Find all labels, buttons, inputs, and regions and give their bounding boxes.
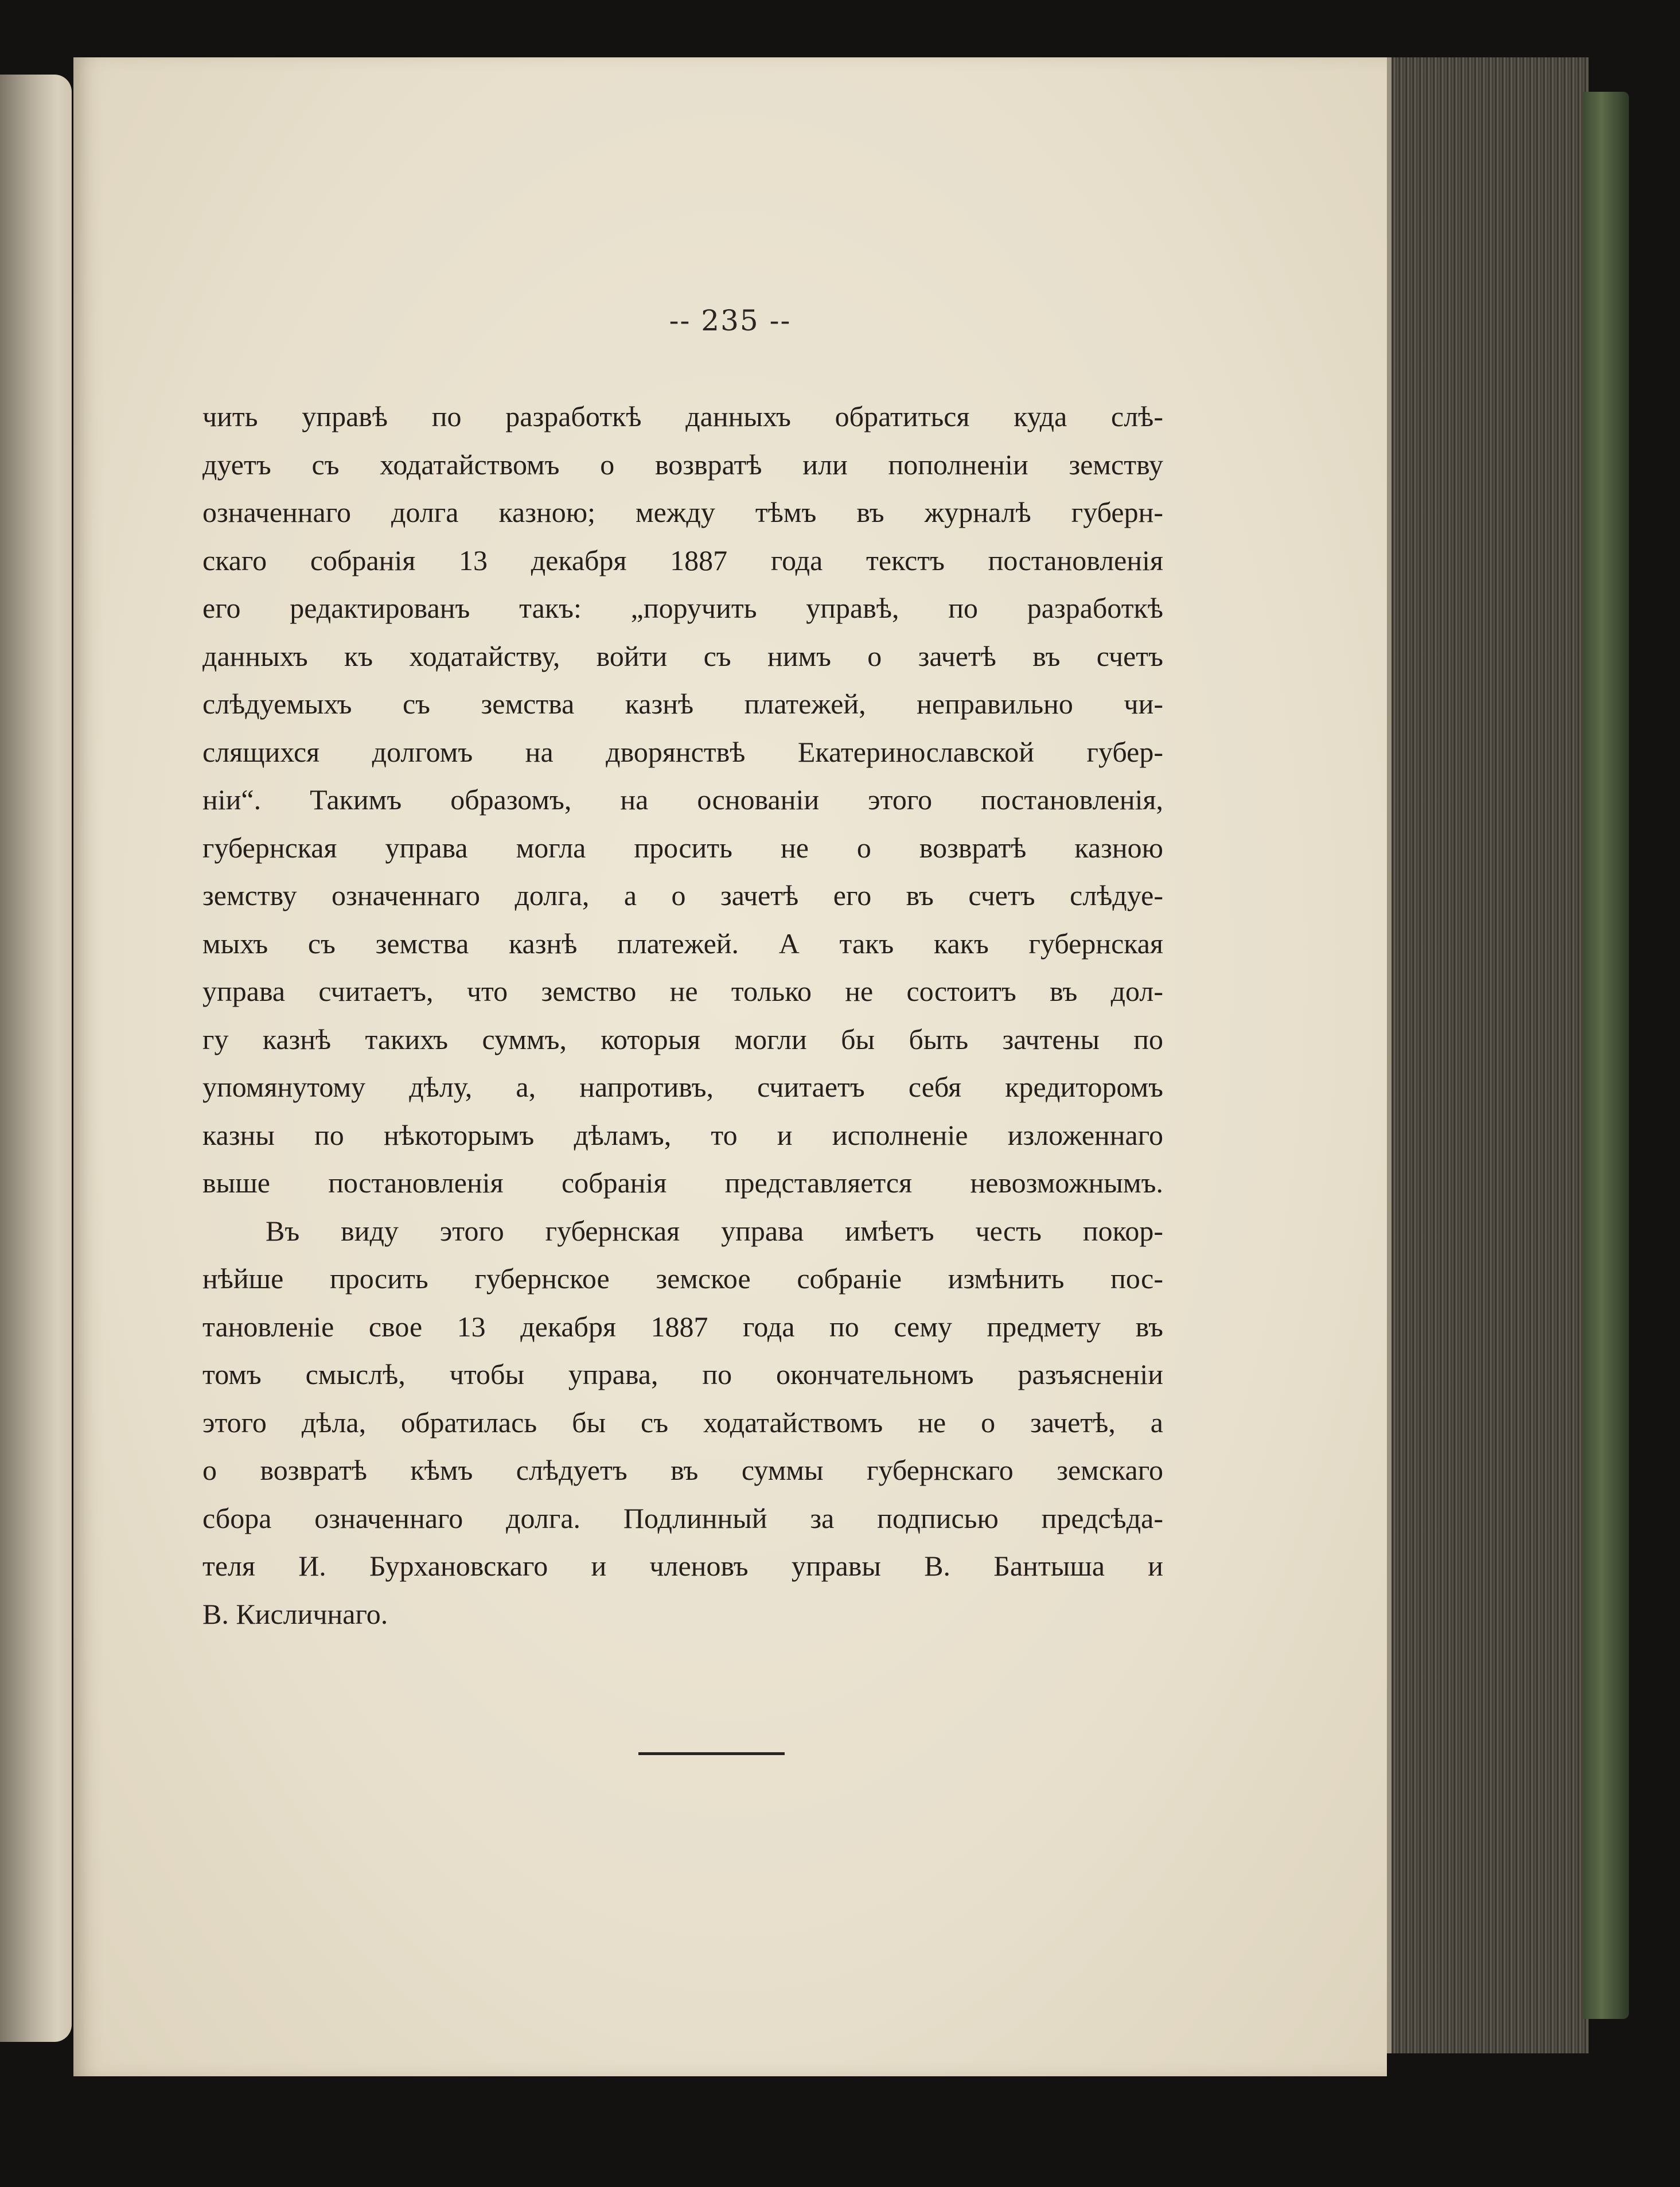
text-line: губернская управа могла просить не о возвратѣ казною — [202, 831, 1163, 864]
text-line: томъ смыслѣ, чтобы управа, по окончательномъ разъясненіи — [202, 1358, 1163, 1390]
text-line: тановленіе свое 13 декабря 1887 года по сему предмету въ — [202, 1310, 1163, 1343]
text-line: мыхъ съ земства казнѣ платежей. А такъ какъ губернская — [202, 927, 1163, 960]
text-line: его редактированъ такъ: „поручить управѣ, по разработкѣ — [202, 592, 1163, 624]
text-line: Въ виду этого губернская управа имѣетъ честь покор- — [266, 1214, 1163, 1247]
text-line: слѣдуемыхъ съ земства казнѣ платежей, неправильно чи- — [202, 688, 1163, 720]
text-line: слящихся долгомъ на дворянствѣ Екатеринославской губер- — [202, 735, 1163, 768]
previous-page-edge — [0, 75, 72, 2042]
text-line: этого дѣла, обратилась бы съ ходатайствомъ не о зачетѣ, а — [202, 1406, 1163, 1438]
page-block-edge — [1387, 57, 1391, 2053]
page-block — [1382, 57, 1589, 2053]
body-text — [202, 393, 1163, 1638]
text-line: упомянутому дѣлу, а, напротивъ, считаетъ себя кредиторомъ — [202, 1071, 1163, 1103]
text-line: управа считаетъ, что земство не только не состоитъ въ дол- — [202, 975, 1163, 1007]
text-line: казны по нѣкоторымъ дѣламъ, то и исполненіе изложеннаго — [202, 1118, 1163, 1151]
text-line: земству означеннаго долга, а о зачетѣ его въ счетъ слѣдуе- — [202, 879, 1163, 911]
text-line: выше постановленія собранія представляется невозможнымъ. — [202, 1167, 1163, 1199]
text-line: чить управѣ по разработкѣ данныхъ обратиться куда слѣ- — [202, 400, 1163, 432]
text-line: В. Кисличнаго. — [202, 1597, 388, 1630]
text-line: гу казнѣ такихъ суммъ, которыя могли бы быть зачтены по — [202, 1023, 1163, 1055]
book-cover — [1583, 92, 1629, 2019]
end-rule — [638, 1752, 785, 1755]
text-line: о возвратѣ кѣмъ слѣдуетъ въ суммы губернскаго земскаго — [202, 1454, 1163, 1486]
text-line: сбора означеннаго долга. Подлинный за подписью предсѣда- — [202, 1502, 1163, 1534]
text-line: скаго собранія 13 декабря 1887 года текстъ постановленія — [202, 544, 1163, 576]
page-number: -- 235 -- — [669, 304, 792, 337]
text-line: дуетъ съ ходатайствомъ о возвратѣ или пополненіи земству — [202, 448, 1163, 481]
book-page — [73, 57, 1387, 2076]
text-line: данныхъ къ ходатайству, войти съ нимъ о зачетѣ въ счетъ — [202, 640, 1163, 672]
text-line: ніи“. Такимъ образомъ, на основаніи этого постановленія, — [202, 783, 1163, 816]
text-line: означеннаго долга казною; между тѣмъ въ журналѣ губерн- — [202, 496, 1163, 528]
text-line: нѣйше просить губернское земское собраніе измѣнить пос- — [202, 1262, 1163, 1295]
text-line: теля И. Бурхановскаго и членовъ управы В. Бантыша и — [202, 1550, 1163, 1582]
